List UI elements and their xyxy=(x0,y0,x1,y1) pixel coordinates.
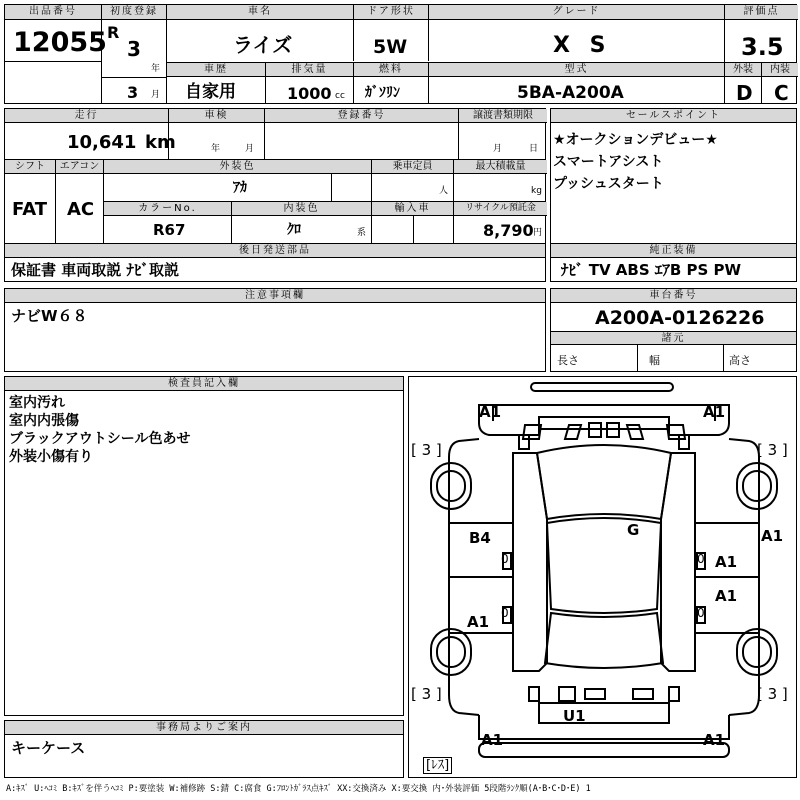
inspector-line-2: 室内内張傷 xyxy=(9,413,79,429)
sales-points-block xyxy=(550,108,797,282)
inspector-block xyxy=(4,376,404,716)
later-parts-value: 保証書 車両取説 ﾅﾋﾞ取説 xyxy=(11,261,179,279)
tire-depth-rear-right: [ 3 ] xyxy=(757,685,788,703)
recycle-label: リサイクル預託金 xyxy=(454,202,547,216)
fuel-value: ｶﾞｿﾘﾝ xyxy=(365,85,400,101)
colorno-label: カラーNo. xyxy=(104,202,231,216)
damage-code-front-right: A1 xyxy=(703,403,726,421)
int-label: 内装 xyxy=(762,63,798,77)
regnum-label: 登録番号 xyxy=(265,109,458,123)
load-unit: kg xyxy=(531,186,542,196)
tire-depth-front-right: [ 3 ] xyxy=(757,441,788,459)
lot-label: 出品番号 xyxy=(5,5,101,20)
colorno-value: R67 xyxy=(153,221,186,239)
era-mark: R xyxy=(107,23,120,42)
sales-line-2: スマートアシスト xyxy=(553,154,664,170)
length-label: 長さ xyxy=(557,354,579,367)
history-value: 自家用 xyxy=(185,82,236,102)
import-label: 輸入車 xyxy=(372,202,453,216)
ext-color-label: 外装色 xyxy=(104,160,371,174)
chassis-block xyxy=(550,288,797,372)
first-reg-label: 初度登録 xyxy=(102,5,166,20)
office-value: キーケース xyxy=(11,739,86,757)
transfer-label: 譲渡書類期限 xyxy=(459,109,547,123)
inspector-line-1: 室内汚れ xyxy=(9,395,65,411)
history-label: 車歴 xyxy=(167,63,265,77)
grade-label: グレード xyxy=(429,5,724,20)
year-unit: 年 xyxy=(151,64,161,74)
displacement-unit: cc xyxy=(335,91,345,101)
load-label: 最大積載量 xyxy=(454,160,547,174)
damage-diagram xyxy=(408,376,797,778)
height-label: 高さ xyxy=(729,354,751,367)
inspector-line-3: ブラックアウトシール色あせ xyxy=(9,431,191,447)
transfer-month: 月 xyxy=(493,144,503,154)
month-unit: 月 xyxy=(151,90,161,100)
grade-value: X S xyxy=(553,33,612,58)
mileage-unit: km xyxy=(145,132,176,153)
door-value: 5W xyxy=(373,36,408,58)
fuel-label: 燃料 xyxy=(354,63,428,77)
car-name-label: 車名 xyxy=(167,5,353,20)
ext-label: 外装 xyxy=(725,63,761,77)
office-label: 事務局よりご案内 xyxy=(5,721,403,735)
chassis-label: 車台番号 xyxy=(551,289,796,303)
model-value: 5BA-A200A xyxy=(517,83,624,103)
score-label: 評価点 xyxy=(725,5,798,20)
tire-depth-front-left: [ 3 ] xyxy=(411,441,442,459)
mark-zero-4: 0 xyxy=(697,606,705,620)
lot-number: 12055 xyxy=(13,27,107,58)
spec-label: 諸元 xyxy=(551,331,796,345)
displacement-value: 1000 xyxy=(287,84,332,103)
notes-label: 注意事項欄 xyxy=(5,289,545,303)
mark-zero-1: 0 xyxy=(501,552,509,566)
capacity-label: 乗車定員 xyxy=(372,160,453,174)
model-label: 型式 xyxy=(429,63,724,77)
inspector-label: 検査員記入欄 xyxy=(5,377,403,391)
damage-code-b4: B4 xyxy=(469,529,491,547)
car-name: ライズ xyxy=(233,33,293,57)
tire-depth-rear-left: [ 3 ] xyxy=(411,685,442,703)
capacity-unit: 人 xyxy=(439,186,449,196)
recycle-unit: 円 xyxy=(533,228,543,238)
damage-code-u1: U1 xyxy=(563,707,586,725)
ext-color-value: ｱｶ xyxy=(233,180,247,196)
transfer-day: 日 xyxy=(529,144,539,154)
recycle-value: 8,790 xyxy=(483,221,534,240)
sales-line-1: ★オークションデビュー★ xyxy=(553,132,718,148)
intcolor-label: 内装色 xyxy=(232,202,371,216)
displacement-label: 排気量 xyxy=(266,63,353,77)
ext-grade: D xyxy=(736,81,753,105)
sales-line-3: プッシュスタート xyxy=(553,176,664,192)
mileage-value: 10,641 xyxy=(67,132,137,153)
spare-tire-mark: [ﾚｽ] xyxy=(423,757,452,774)
shift-value: FAT xyxy=(12,199,48,220)
intcolor-value: ｸﾛ xyxy=(287,222,301,238)
shift-label: シフト xyxy=(5,160,55,174)
damage-code-rear-right: A1 xyxy=(703,731,726,749)
equipment-label: 純正装備 xyxy=(551,244,796,258)
reg-year: 3 xyxy=(127,37,141,61)
damage-code-right-door-front: A1 xyxy=(715,553,738,571)
notes-value: ナビW６８ xyxy=(11,307,88,325)
chassis-number: A200A-0126226 xyxy=(595,307,765,329)
reg-month: 3 xyxy=(127,83,139,102)
damage-code-right-side: A1 xyxy=(761,527,784,545)
inspection-month: 月 xyxy=(245,144,255,154)
inspection-year: 年 xyxy=(211,144,221,154)
vehicle-info-block xyxy=(4,108,546,282)
mark-zero-2: 0 xyxy=(501,606,509,620)
damage-code-rear-left: A1 xyxy=(481,731,504,749)
damage-code-left-door-rear: A1 xyxy=(467,613,490,631)
int-grade: C xyxy=(774,81,789,105)
damage-legend: A:ｷｽﾞ U:ﾍｺﾐ B:ｷｽﾞを伴うﾍｺﾐ P:要塗装 W:補修跡 S:錆 C:腐食 G:ﾌﾛﾝﾄｶﾞﾗｽ点ｷｽﾞ XX:交換済み X:要交換 内･外装評価 5段階ﾗﾝｸ順(A･B･C･D･E) 1 xyxy=(6,784,591,794)
later-parts-label: 後日発送部品 xyxy=(5,244,545,258)
damage-code-front-left: A1 xyxy=(479,403,502,421)
damage-code-g: G xyxy=(627,521,640,539)
door-label: ドア形状 xyxy=(354,5,428,20)
inspector-line-4: 外装小傷有り xyxy=(9,449,93,465)
intcolor-unit: 系 xyxy=(357,228,367,238)
header-block xyxy=(4,4,797,104)
notes-block xyxy=(4,288,546,372)
car-outline-icon xyxy=(409,377,798,779)
ac-value: AC xyxy=(67,199,95,220)
damage-code-right-door-rear: A1 xyxy=(715,587,738,605)
ac-label: エアコン xyxy=(56,160,103,174)
mark-zero-3: 0 xyxy=(697,552,705,566)
inspection-label: 車検 xyxy=(169,109,264,123)
mileage-label: 走行 xyxy=(5,109,168,123)
office-block xyxy=(4,720,404,778)
score-value: 3.5 xyxy=(741,33,784,61)
width-label: 幅 xyxy=(649,354,660,367)
equipment-value: ﾅﾋﾞ TV ABS ｴｱB PS PW xyxy=(561,261,742,279)
sales-label: セールスポイント xyxy=(551,109,796,123)
